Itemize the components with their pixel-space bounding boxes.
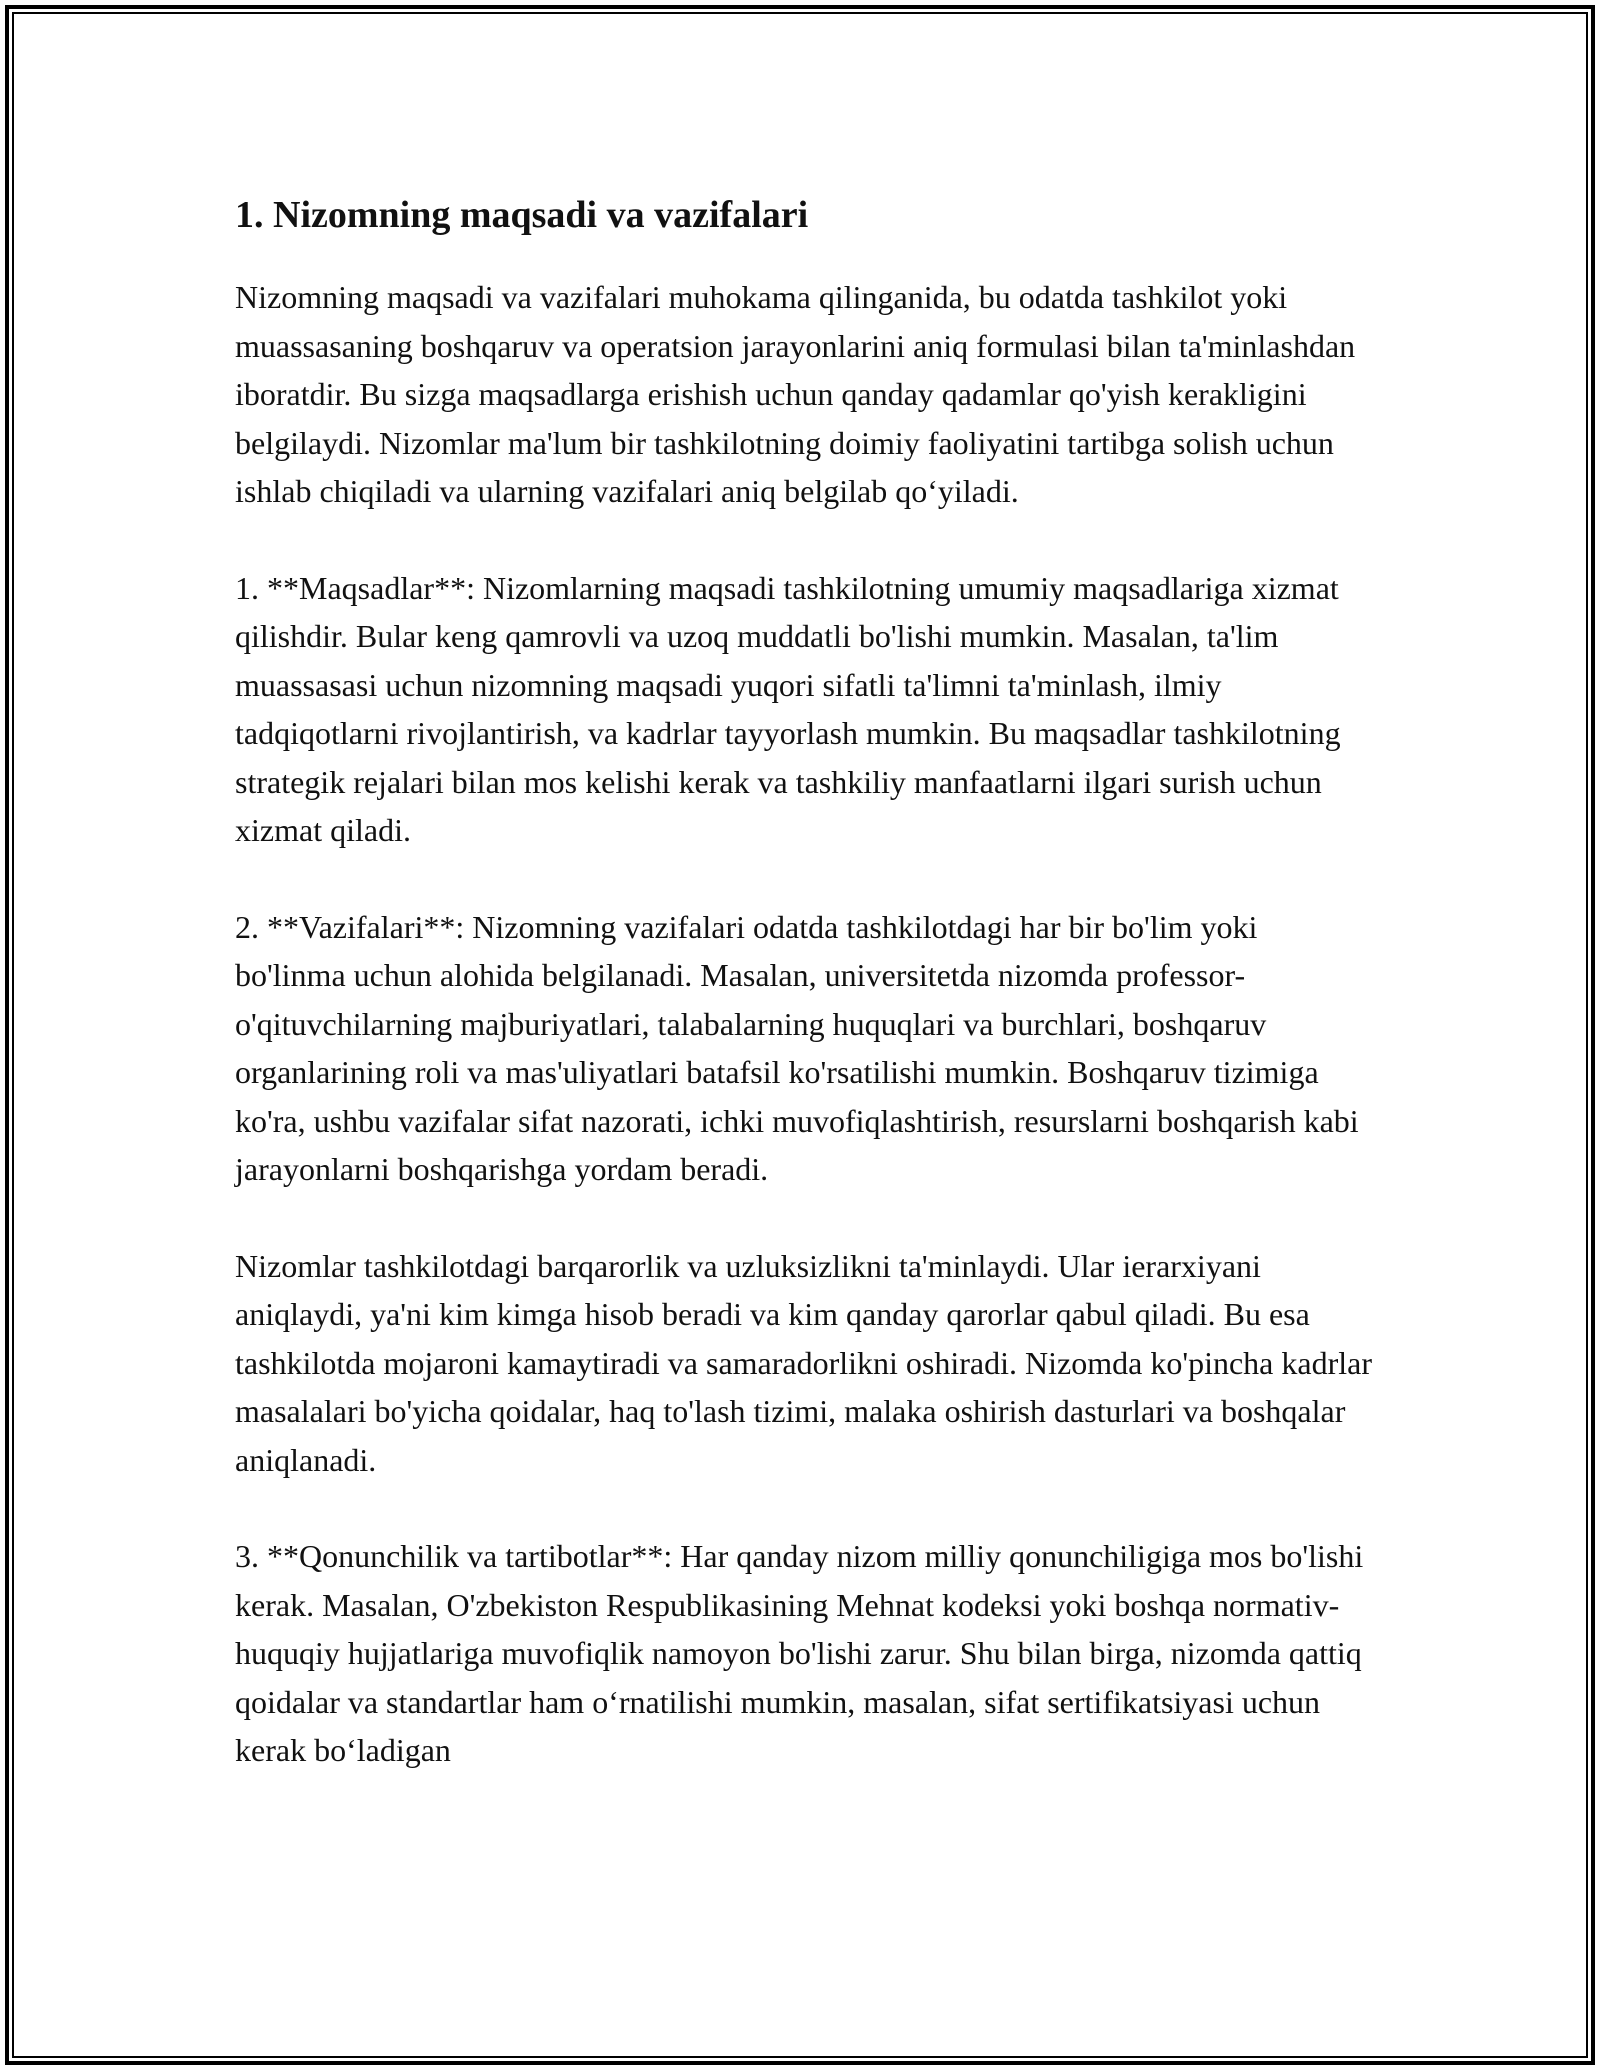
paragraph-vazifalari: 2. **Vazifalari**: Nizomning vazifalari odatda tashkilotdagi har bir bo'lim yoki bo'linma uchun alohida belgilanadi. Masalan, universitetda nizomda professor-o'qituvchilarning majburiyatlari, talabalarning huquqlari va burchlari, boshqaruv organlarining roli va mas'uliyatlari batafsil ko'rsatilishi mumkin. Boshqaruv tizimiga ko'ra, ushbu vazifalar sifat nazorati, ichki muvofiqlashtirish, resurslarni boshqarish kabi jarayonlarni boshqarishga yordam beradi. bbox=[235, 908, 1359, 1187]
paragraph-qonunchilik: 3. **Qonunchilik va tartibotlar**: Har qanday nizom milliy qonunchiligiga mos bo'lishi kerak. Masalan, O'zbekiston Respublikasining Mehnat kodeksi yoki boshqa normativ-huquqiy hujjatlariga muvofiqlik namoyon bo'lishi zarur. Shu bilan birga, nizomda qattiq qoidalar va standartlar ham o‘rnatilishi mumkin, masalan, sifat sertifikatsiyasi uchun kerak bo‘ladigan bbox=[235, 1538, 1364, 1768]
paragraph-intro: Nizomning maqsadi va vazifalari muhokama qilinganida, bu odatda tashkilot yoki muassasaning boshqaruv va operatsion jarayonlarini aniq formulasi bilan ta'minlashdan iboratdir. Bu sizga maqsadlarga erishish uchun qanday qadamlar qo'yish kerakligini belgilaydi. Nizomlar ma'lum bir tashkilotning doimiy faoliyatini tartibga solish uchun ishlab chiqiladi va ularning vazifalari aniq belgilab qo‘yiladi. bbox=[235, 279, 1356, 509]
paragraph-barqarorlik: Nizomlar tashkilotdagi barqarorlik va uzluksizlikni ta'minlaydi. Ular ierarxiyani aniqlaydi, ya'ni kim kimga hisob beradi va kim qanday qarorlar qabul qiladi. Bu esa tashkilotda mojaroni kamaytiradi va samaradorlikni oshiradi. Nizomda ko'pincha kadrlar masalalari bo'yicha qoidalar, haq to'lash tizimi, malaka oshirish dasturlari va boshqalar aniqlanadi. bbox=[235, 1247, 1372, 1478]
section-heading: 1. Nizomning maqsadi va vazifalari bbox=[235, 194, 809, 236]
document-body bbox=[235, 185, 1375, 1775]
paragraph-maqsadlar: 1. **Maqsadlar**: Nizomlarning maqsadi tashkilotning umumiy maqsadlariga xizmat qilishdir. Bular keng qamrovli va uzoq muddatli bo'lishi mumkin. Masalan, ta'lim muassasasi uchun nizomning maqsadi yuqori sifatli ta'limni ta'minlash, ilmiy tadqiqotlarni rivojlantirish, va kadrlar tayyorlash mumkin. Bu maqsadlar tashkilotning strategik rejalari bilan mos kelishi kerak va tashkiliy manfaatlarni ilgari surish uchun xizmat qiladi. bbox=[235, 569, 1341, 848]
